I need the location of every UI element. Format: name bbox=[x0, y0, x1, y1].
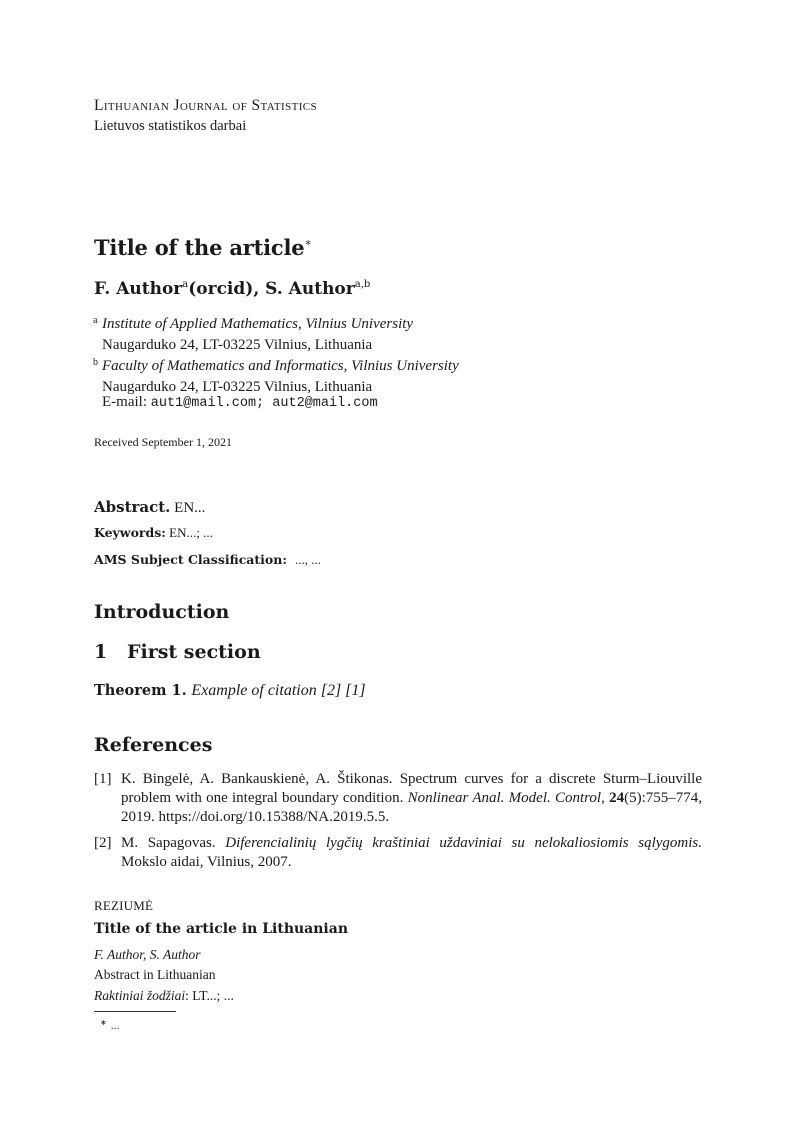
summary-title: Title of the article in Lithuanian bbox=[94, 921, 348, 937]
ams-text: ..., ... bbox=[294, 552, 321, 567]
section-heading-introduction: Introduction bbox=[94, 601, 230, 623]
email-label: E-mail: bbox=[102, 394, 151, 410]
affil-address: Naugarduko 24, LT-03225 Vilnius, Lithuania bbox=[102, 337, 373, 353]
received-date: Received September 1, 2021 bbox=[94, 435, 232, 449]
footnote-rule bbox=[94, 1011, 176, 1012]
footnote-text: ... bbox=[110, 1020, 120, 1032]
reference-title: Diferencialinių lygčių kraštiniai uždaviniai su nelokaliosiomis sąlygomis. bbox=[225, 835, 702, 851]
reference-list bbox=[94, 770, 702, 879]
affil-mark: b bbox=[93, 357, 98, 368]
section-heading-references: References bbox=[94, 734, 213, 756]
section-title: First section bbox=[127, 641, 261, 663]
reference-label: [1] bbox=[94, 771, 112, 787]
affil-institution: Faculty of Mathematics and Informatics, Vilnius University bbox=[102, 358, 459, 374]
reference-authors: M. Sapagovas. bbox=[121, 835, 226, 851]
author-affil-mark: a bbox=[182, 279, 189, 290]
abstract-text: EN... bbox=[170, 500, 206, 516]
author-list bbox=[94, 279, 370, 299]
affil-institution: Institute of Applied Mathematics, Vilnius University bbox=[102, 316, 414, 332]
section-heading-first bbox=[94, 641, 261, 663]
email-addresses[interactable]: aut1@mail.com; aut2@mail.com bbox=[150, 396, 378, 411]
ams-label: AMS Subject Classification: bbox=[94, 552, 287, 567]
orcid-link[interactable]: (orcid) bbox=[188, 279, 254, 299]
author-name: F. Author bbox=[94, 279, 183, 299]
reference-details[interactable]: (5):755–774, 2019. https://doi.org/10.15388/NA.2019.5.5. bbox=[121, 790, 702, 825]
reference-volume: 24 bbox=[609, 790, 625, 806]
summary-keywords-label: Raktiniai žodžiai bbox=[94, 988, 186, 1003]
affil-address: Naugarduko 24, LT-03225 Vilnius, Lithuania bbox=[102, 379, 373, 395]
abstract-label: Abstract. bbox=[94, 498, 171, 516]
keywords-text: EN...; ... bbox=[165, 525, 213, 540]
article-title-text: Title of the article bbox=[94, 235, 305, 260]
theorem bbox=[94, 681, 366, 700]
author-affil-mark: a,b bbox=[354, 279, 371, 290]
affil-mark: a bbox=[93, 315, 98, 326]
reference-title: Spectrum curves for a discrete Sturm–Liouville problem with one integral boundary condition. bbox=[121, 771, 703, 806]
affiliations bbox=[94, 314, 459, 411]
abstract bbox=[94, 498, 205, 517]
theorem-label: Theorem 1. bbox=[94, 682, 187, 699]
summary-label: REZIUMĖ bbox=[94, 898, 154, 913]
email-line bbox=[94, 395, 459, 411]
affiliation-b bbox=[94, 356, 459, 377]
journal-header bbox=[94, 95, 317, 137]
ams-classification bbox=[94, 552, 321, 568]
footnote bbox=[100, 1018, 119, 1032]
author-name: S. Author bbox=[265, 279, 355, 299]
reference-authors: K. Bingelė, A. Bankauskienė, A. Štikonas. bbox=[121, 771, 393, 787]
reference-item: [1] K. Bingelė, A. Bankauskienė, A. Štikonas. Spectrum curves for a discrete Sturm–Liouville problem with one integral boundary condition. Nonlinear Anal. Model. Control, 24(5):755–774, 2019. https://doi.org/10.15388/NA.2019.5.5. bbox=[94, 771, 703, 825]
affiliation-a bbox=[94, 314, 459, 335]
summary-keywords bbox=[94, 988, 234, 1004]
theorem-text: Example of citation [2] [1] bbox=[191, 682, 366, 699]
reference-journal: Nonlinear Anal. Model. Control bbox=[407, 790, 602, 806]
title-footnote-mark: ∗ bbox=[304, 236, 312, 249]
footnote-mark: ∗ bbox=[100, 1018, 107, 1027]
section-number: 1 bbox=[94, 641, 108, 663]
keywords bbox=[94, 525, 213, 541]
summary-authors: F. Author, S. Author bbox=[94, 947, 201, 962]
reference-details: Mokslo aidai, Vilnius, 2007. bbox=[121, 854, 292, 870]
summary-keywords-text: : LT...; ... bbox=[185, 988, 234, 1003]
reference-label: [2] bbox=[94, 835, 112, 851]
reference-item bbox=[94, 834, 702, 872]
keywords-label: Keywords: bbox=[94, 525, 166, 540]
journal-name-lt: Lietuvos statistikos darbai bbox=[94, 118, 247, 134]
author-separator: , bbox=[253, 279, 266, 299]
article-title bbox=[94, 235, 312, 260]
journal-name-en: Lithuanian Journal of Statistics bbox=[94, 97, 318, 114]
summary-abstract: Abstract in Lithuanian bbox=[94, 967, 216, 982]
